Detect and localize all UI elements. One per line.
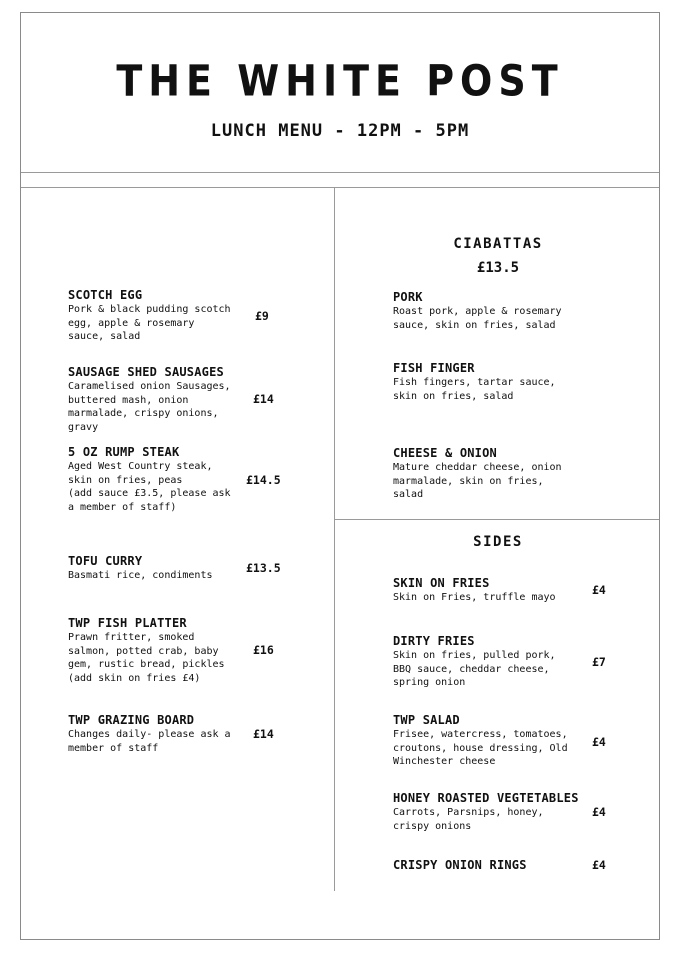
item-description: Carrots, Parsnips, honey, crispy onions [393, 807, 544, 832]
item-name: FISH FINGER [393, 361, 475, 375]
item-name: SCOTCH EGG [68, 288, 143, 302]
item-price: £4 [592, 805, 606, 819]
item-name: DIRTY FRIES [393, 634, 475, 648]
menu-item-rump-steak [68, 445, 268, 514]
side-item-twp-salad [393, 713, 593, 769]
item-description: Fish fingers, tartar sauce, skin on fries, salad [393, 377, 556, 402]
item-description: Basmati rice, condiments [68, 570, 213, 581]
item-name: PORK [393, 290, 423, 304]
restaurant-title: THE WHITE POST [116, 56, 564, 106]
item-name: SKIN ON FRIES [393, 576, 490, 590]
side-item-skin-on-fries [393, 576, 593, 605]
item-name: TWP SALAD [393, 713, 460, 727]
header-divider-top [21, 172, 659, 173]
menu-item-scotch-egg [68, 288, 268, 344]
item-description: Pork & black pudding scotch egg, apple & rosemary sauce, salad [68, 304, 231, 342]
item-name: CRISPY ONION RINGS [393, 858, 527, 872]
item-name: TOFU CURRY [68, 554, 143, 568]
item-name: SAUSAGE SHED SAUSAGES [68, 365, 224, 379]
item-price: £7 [592, 655, 606, 669]
item-description: Mature cheddar cheese, onion marmalade, skin on fries, salad [393, 462, 562, 500]
item-price: £4 [592, 583, 606, 597]
item-description: Changes daily- please ask a member of staff [68, 729, 231, 754]
menu-item-grazing-board [68, 713, 268, 755]
item-price: £4 [592, 858, 606, 872]
ciabatta-item-pork [393, 290, 593, 332]
item-description: Roast pork, apple & rosemary sauce, skin on fries, salad [393, 306, 562, 331]
item-name: 5 OZ RUMP STEAK [68, 445, 180, 459]
item-description: Skin on fries, pulled pork, BBQ sauce, cheddar cheese, spring onion [393, 650, 556, 688]
item-description: Skin on Fries, truffle mayo [393, 592, 556, 603]
sides-divider [334, 519, 659, 520]
menu-item-fish-platter [68, 616, 268, 685]
menu-item-sausages [68, 365, 268, 434]
ciabattas-price: £13.5 [476, 260, 520, 276]
sides-heading: SIDES [473, 534, 523, 550]
menu-subtitle: LUNCH MENU - 12PM - 5PM [210, 121, 470, 141]
item-name: HONEY ROASTED VEGTETABLES [393, 791, 579, 805]
ciabatta-item-cheese-onion [393, 446, 593, 502]
item-price: £4 [592, 735, 606, 749]
item-price: £14.5 [246, 473, 281, 487]
item-description: Caramelised onion Sausages, buttered mash, onion marmalade, crispy onions, gravy [68, 381, 231, 433]
item-price: £13.5 [246, 561, 281, 575]
side-item-dirty-fries [393, 634, 593, 690]
item-price: £9 [255, 309, 269, 323]
side-item-onion-rings [393, 858, 593, 873]
item-price: £14 [253, 392, 274, 406]
item-name: TWP GRAZING BOARD [68, 713, 195, 727]
item-name: CHEESE & ONION [393, 446, 497, 460]
header-divider-bottom [21, 187, 659, 188]
item-description: Aged West Country steak, skin on fries, peas (add sauce £3.5, please ask a member of staff) [68, 461, 231, 513]
item-description: Frisee, watercress, tomatoes, croutons, house dressing, Old Winchester cheese [393, 729, 568, 767]
ciabattas-heading: CIABATTAS [453, 236, 543, 252]
menu-item-tofu-curry [68, 554, 268, 583]
ciabatta-item-fish-finger [393, 361, 593, 403]
item-description: Prawn fritter, smoked salmon, potted crab, baby gem, rustic bread, pickles (add skin on fries £4) [68, 632, 225, 684]
menu-sheet [20, 12, 660, 940]
side-item-honey-vegetables [393, 791, 613, 833]
item-price: £16 [253, 643, 274, 657]
item-price: £14 [253, 727, 274, 741]
item-name: TWP FISH PLATTER [68, 616, 187, 630]
